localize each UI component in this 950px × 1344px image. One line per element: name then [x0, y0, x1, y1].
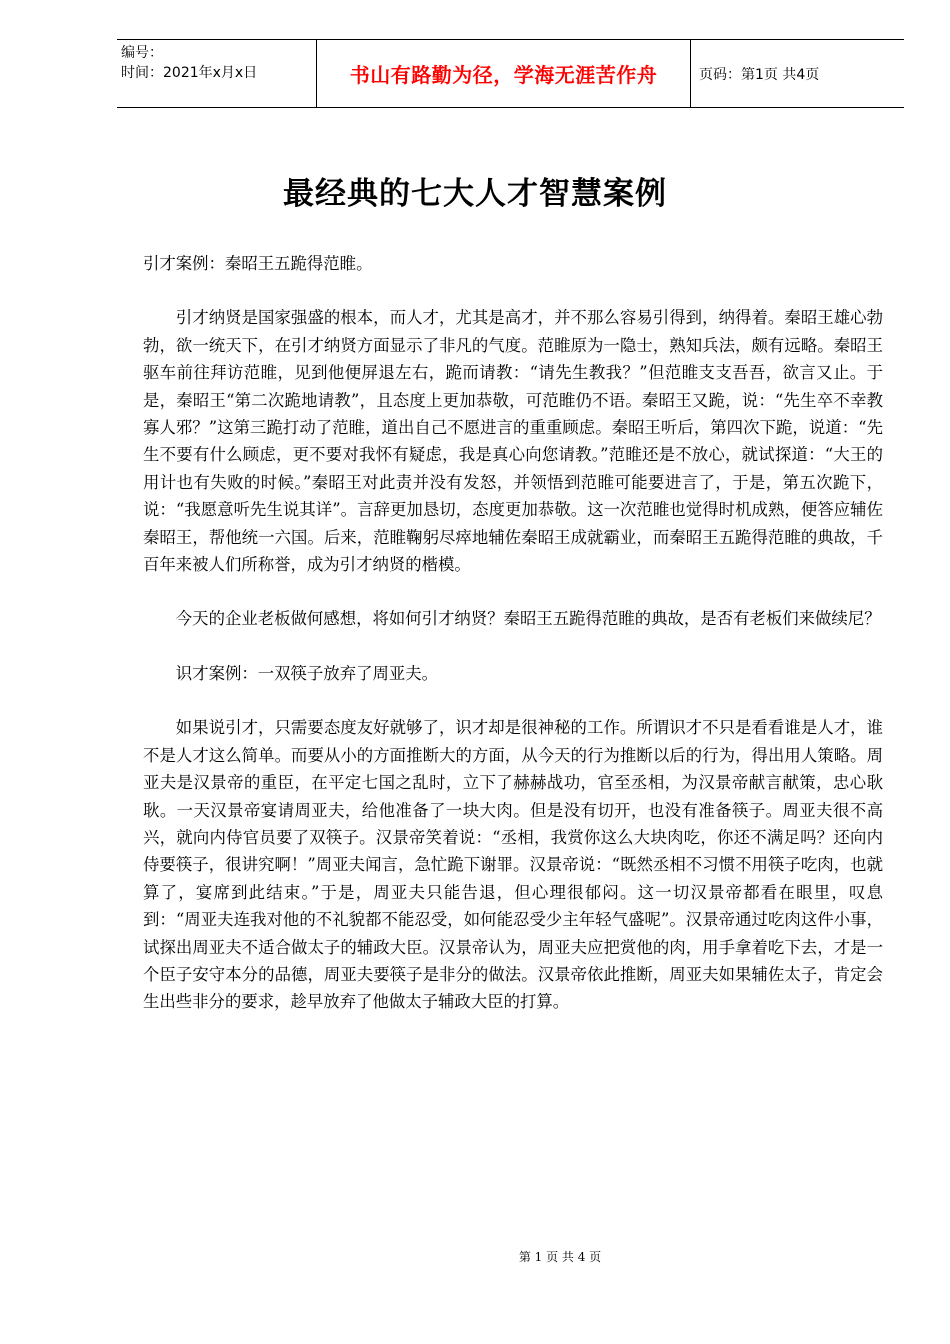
- header-page-info: 页码：第1页 共4页: [699, 66, 820, 83]
- paragraph: 引才纳贤是国家强盛的根本，而人才，尤其是高才，并不那么容易引得到，纳得着。秦昭王雄心勃勃，欲一统天下，在引才纳贤方面显示了非凡的气度。范睢原为一隐士，熟知兵法，颇有远略。秦昭王驱车前往拜访范睢，见到他便屏退左右，跪而请教：“请先生教我？”但范睢支支吾吾，欲言又止。于是，秦昭王“第二次跪地请教”，且态度上更加恭敬，可范睢仍不语。秦昭王又跪，说：“先生卒不幸教寡人邪？”这第三跪打动了范睢，道出自己不愿进言的重重顾虑。秦昭王听后，第四次下跪，说道：“先生不要有什么顾虑，更不要对我怀有疑虑，我是真心向您请教。”范睢还是不放心，就试探道：“大王的用计也有失败的时候。”秦昭王对此责并没有发怒，并领悟到范睢可能要进言了，于是，第五次跪下，说：“我愿意听先生说其详”。言辞更加恳切，态度更加恭敬。这一次范睢也觉得时机成熟，便答应辅佐秦昭王，帮他统一六国。后来，范睢鞠躬尽瘁地辅佐秦昭王成就霸业，而秦昭王五跪得范睢的典故，千百年来被人们所称誉，成为引才纳贤的楷模。: [143, 308, 883, 575]
- page-header: [117, 39, 904, 108]
- paragraph: 如果说引才，只需要态度友好就够了，识才却是很神秘的工作。所谓识才不只是看看谁是人才，谁不是人才这么简单。而要从小的方面推断大的方面，从今天的行为推断以后的行为，得出用人策略。周亚夫是汉景帝的重臣，在平定七国之乱时，立下了赫赫战功，官至丞相，为汉景帝献言献策，忠心耿耿。一天汉景帝宴请周亚夫，给他准备了一块大肉。但是没有切开，也没有准备筷子。周亚夫很不高兴，就向内侍官员要了双筷子。汉景帝笑着说：“丞相，我赏你这么大块肉吃，你还不满足吗？还向内侍要筷子，很讲究啊！”周亚夫闻言，急忙跪下谢罪。汉景帝说：“既然丞相不习惯不用筷子吃肉，也就算了，宴席到此结束。”于是，周亚夫只能告退，但心理很郁闷。这一切汉景帝都看在眼里，叹息到：“周亚夫连我对他的不礼貌都不能忍受，如何能忍受少主年轻气盛呢”。汉景帝通过吃肉这件小事，试探出周亚夫不适合做太子的辅政大臣。汉景帝认为，周亚夫应把赏他的肉，用手拿着吃下去，才是一个臣子安守本分的品德，周亚夫要筷子是非分的做法。汉景帝依此推断，周亚夫如果辅佐太子，肯定会生出些非分的要求，趁早放弃了他做太子辅政大臣的打算。: [143, 718, 883, 1012]
- page-footer: 第 1 页 共 4 页: [518, 1250, 602, 1264]
- section-heading: 识才案例：一双筷子放弃了周亚夫。: [175, 663, 439, 683]
- header-motto: 书山有路勤为径，学海无涯苦作舟: [316, 40, 691, 107]
- paragraph: 今天的企业老板做何感想，将如何引才纳贤？秦昭王五跪得范睢的典故，是否有老板们来做续尼？: [175, 609, 881, 629]
- section-heading: 引才案例：秦昭王五跪得范睢。: [143, 254, 373, 273]
- document-title: 最经典的七大人才智慧案例: [283, 176, 667, 212]
- header-meta: [117, 40, 316, 107]
- time-label: 时间：2021年x月x日: [121, 65, 258, 81]
- number-label: 编号：: [121, 45, 163, 61]
- document-body: [143, 250, 883, 1043]
